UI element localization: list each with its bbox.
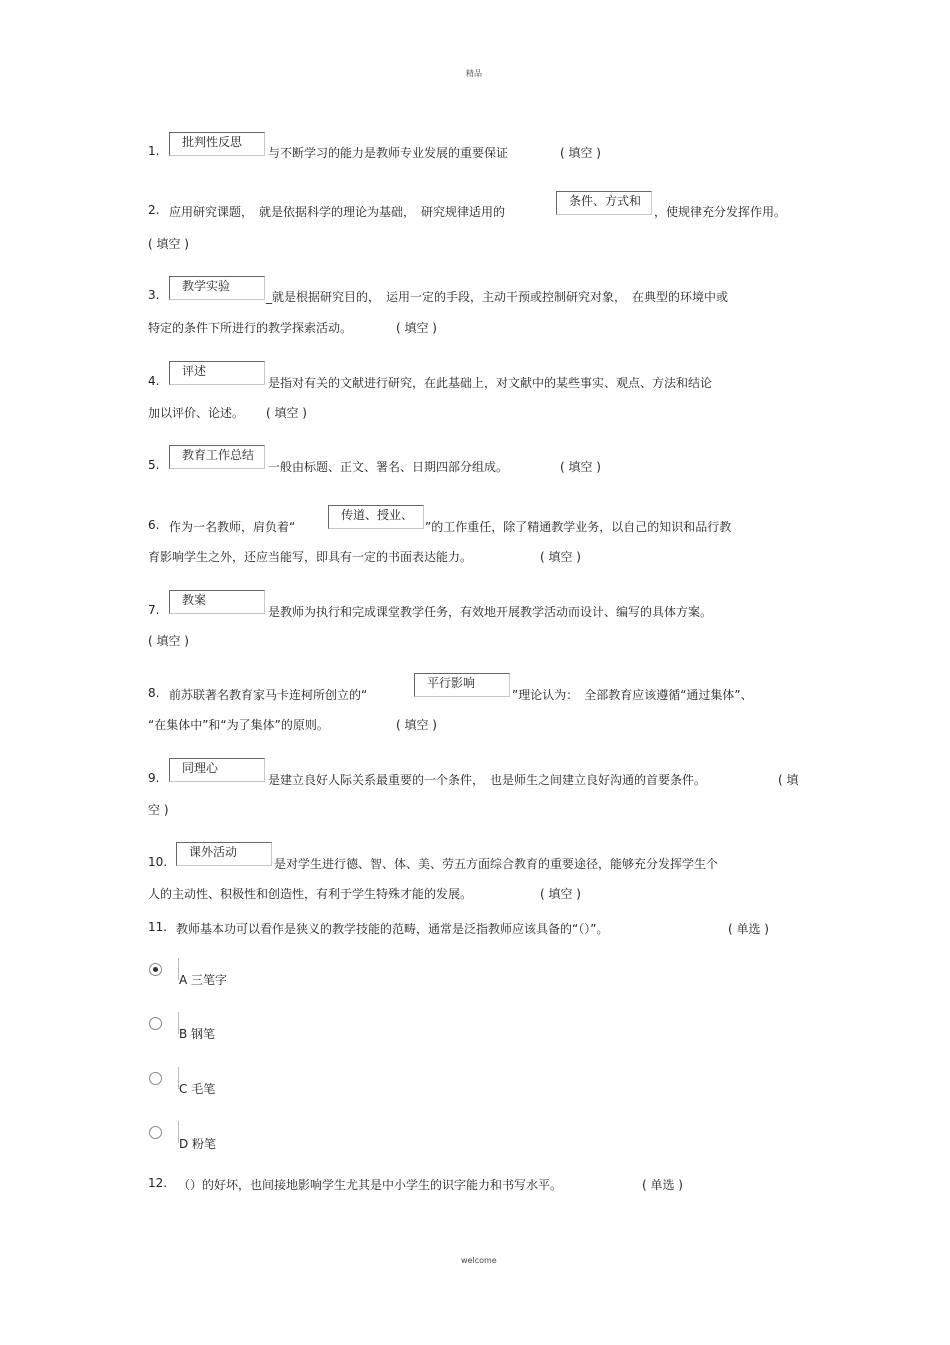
question-type: ( 填空 ) [560, 460, 601, 474]
question-number: 5. [148, 458, 160, 472]
question-type: ( 单选 ) [642, 1178, 683, 1192]
question-type: ( 填空 ) [396, 321, 437, 335]
page-footer: welcome [461, 1256, 497, 1265]
radio-button[interactable] [149, 1072, 162, 1085]
question-type: ( 填空 ) [266, 406, 307, 420]
question-type: ( 填空 ) [540, 887, 581, 901]
question-number: 10. [148, 855, 168, 869]
question-text: 教师基本功可以看作是狭义的教学技能的范畴，通常是泛指教师应该具备的“（）”。 [176, 922, 609, 936]
question-text-after: ，使规律充分发挥作用。 [654, 205, 787, 219]
question-type: ( 填空 ) [540, 550, 581, 564]
radio-button[interactable] [149, 1126, 162, 1139]
question-text: 作为一名教师，肩负着“ [169, 520, 296, 534]
answer-field[interactable]: 教育工作总结 [169, 445, 265, 469]
question-text: 是教师为执行和完成课堂教学任务，有效地开展教学活动而设计、编写的具体方案。 [268, 605, 713, 619]
question-number: 3. [148, 288, 160, 302]
question-type: ( 填 [778, 773, 799, 787]
option-label: C 毛笔 [179, 1082, 216, 1096]
page-header: 精品 [466, 69, 482, 78]
question-text: （）的好坏，也间接地影响学生尤其是中小学生的识字能力和书写水平。 [178, 1178, 563, 1192]
question-text: _就是根据研究目的， 运用一定的手段，主动干预或控制研究对象， 在典型的环境中或 [266, 290, 729, 304]
question-text: 是指对有关的文献进行研究，在此基础上，对文献中的某些事实、观点、方法和结论 [268, 376, 713, 390]
answer-field[interactable]: 批判性反思 [169, 132, 265, 156]
question-text: 前苏联著名教育家马卡连柯所创立的“ [169, 688, 368, 702]
answer-field[interactable]: 同理心 [169, 758, 265, 782]
question-number: 11. [148, 920, 168, 934]
question-text-line2: 育影响学生之外，还应当能写，即具有一定的书面表达能力。 [148, 550, 473, 564]
question-text: 一般由标题、正文、署名、日期四部分组成。 [268, 460, 509, 474]
option-label: A 三笔字 [179, 973, 228, 987]
question-type: ( 单选 ) [728, 922, 769, 936]
question-number: 9. [148, 771, 160, 785]
answer-field[interactable]: 评述 [169, 361, 265, 385]
radio-button[interactable] [149, 1017, 162, 1030]
question-text-line2: 人的主动性、积极性和创造性，有利于学生特殊才能的发展。 [148, 887, 473, 901]
question-type: ( 填空 ) [148, 237, 189, 251]
question-type: ( 填空 ) [560, 146, 601, 160]
question-text-after: ”理论认为： 全部教育应该遵循“通过集体”、 [512, 688, 753, 702]
question-type-cont: 空 ) [148, 803, 169, 817]
answer-field[interactable]: 平行影响 [414, 673, 510, 697]
option-label: D 粉笔 [179, 1137, 217, 1151]
question-text: 应用研究课题， 就是依据科学的理论为基础， 研究规律适用的 [169, 205, 506, 219]
question-text: 是建立良好人际关系最重要的一个条件， 也是师生之间建立良好沟通的首要条件。 [268, 773, 707, 787]
question-number: 4. [148, 374, 160, 388]
answer-field[interactable]: 传道、授业、 [328, 505, 424, 529]
question-text-line2: 加以评价、论述。 [148, 406, 245, 420]
answer-field[interactable]: 条件、方式和 [556, 191, 652, 215]
question-number: 8. [148, 686, 160, 700]
answer-field[interactable]: 教案 [169, 590, 265, 614]
question-text-after: ”的工作重任，除了精通教学业务，以自己的知识和品行教 [425, 520, 732, 534]
question-number: 12. [148, 1176, 168, 1190]
question-number: 1. [148, 144, 160, 158]
question-text: 是对学生进行德、智、体、美、劳五方面综合教育的重要途径，能够充分发挥学生个 [274, 857, 719, 871]
question-number: 7. [148, 603, 160, 617]
question-text-line2: 特定的条件下所进行的教学探索活动。 [148, 321, 353, 335]
answer-field[interactable]: 教学实验 [169, 276, 265, 300]
question-type: ( 填空 ) [396, 718, 437, 732]
question-type: ( 填空 ) [148, 634, 189, 648]
question-number: 2. [148, 203, 160, 217]
option-label: B 钢笔 [179, 1027, 216, 1041]
radio-button-checked[interactable] [149, 963, 162, 976]
question-number: 6. [148, 518, 160, 532]
question-text-line2: “在集体中”和“为了集体”的原则。 [148, 718, 329, 732]
question-text: 与不断学习的能力是教师专业发展的重要保证 [268, 146, 509, 160]
answer-field[interactable]: 课外活动 [176, 842, 272, 866]
